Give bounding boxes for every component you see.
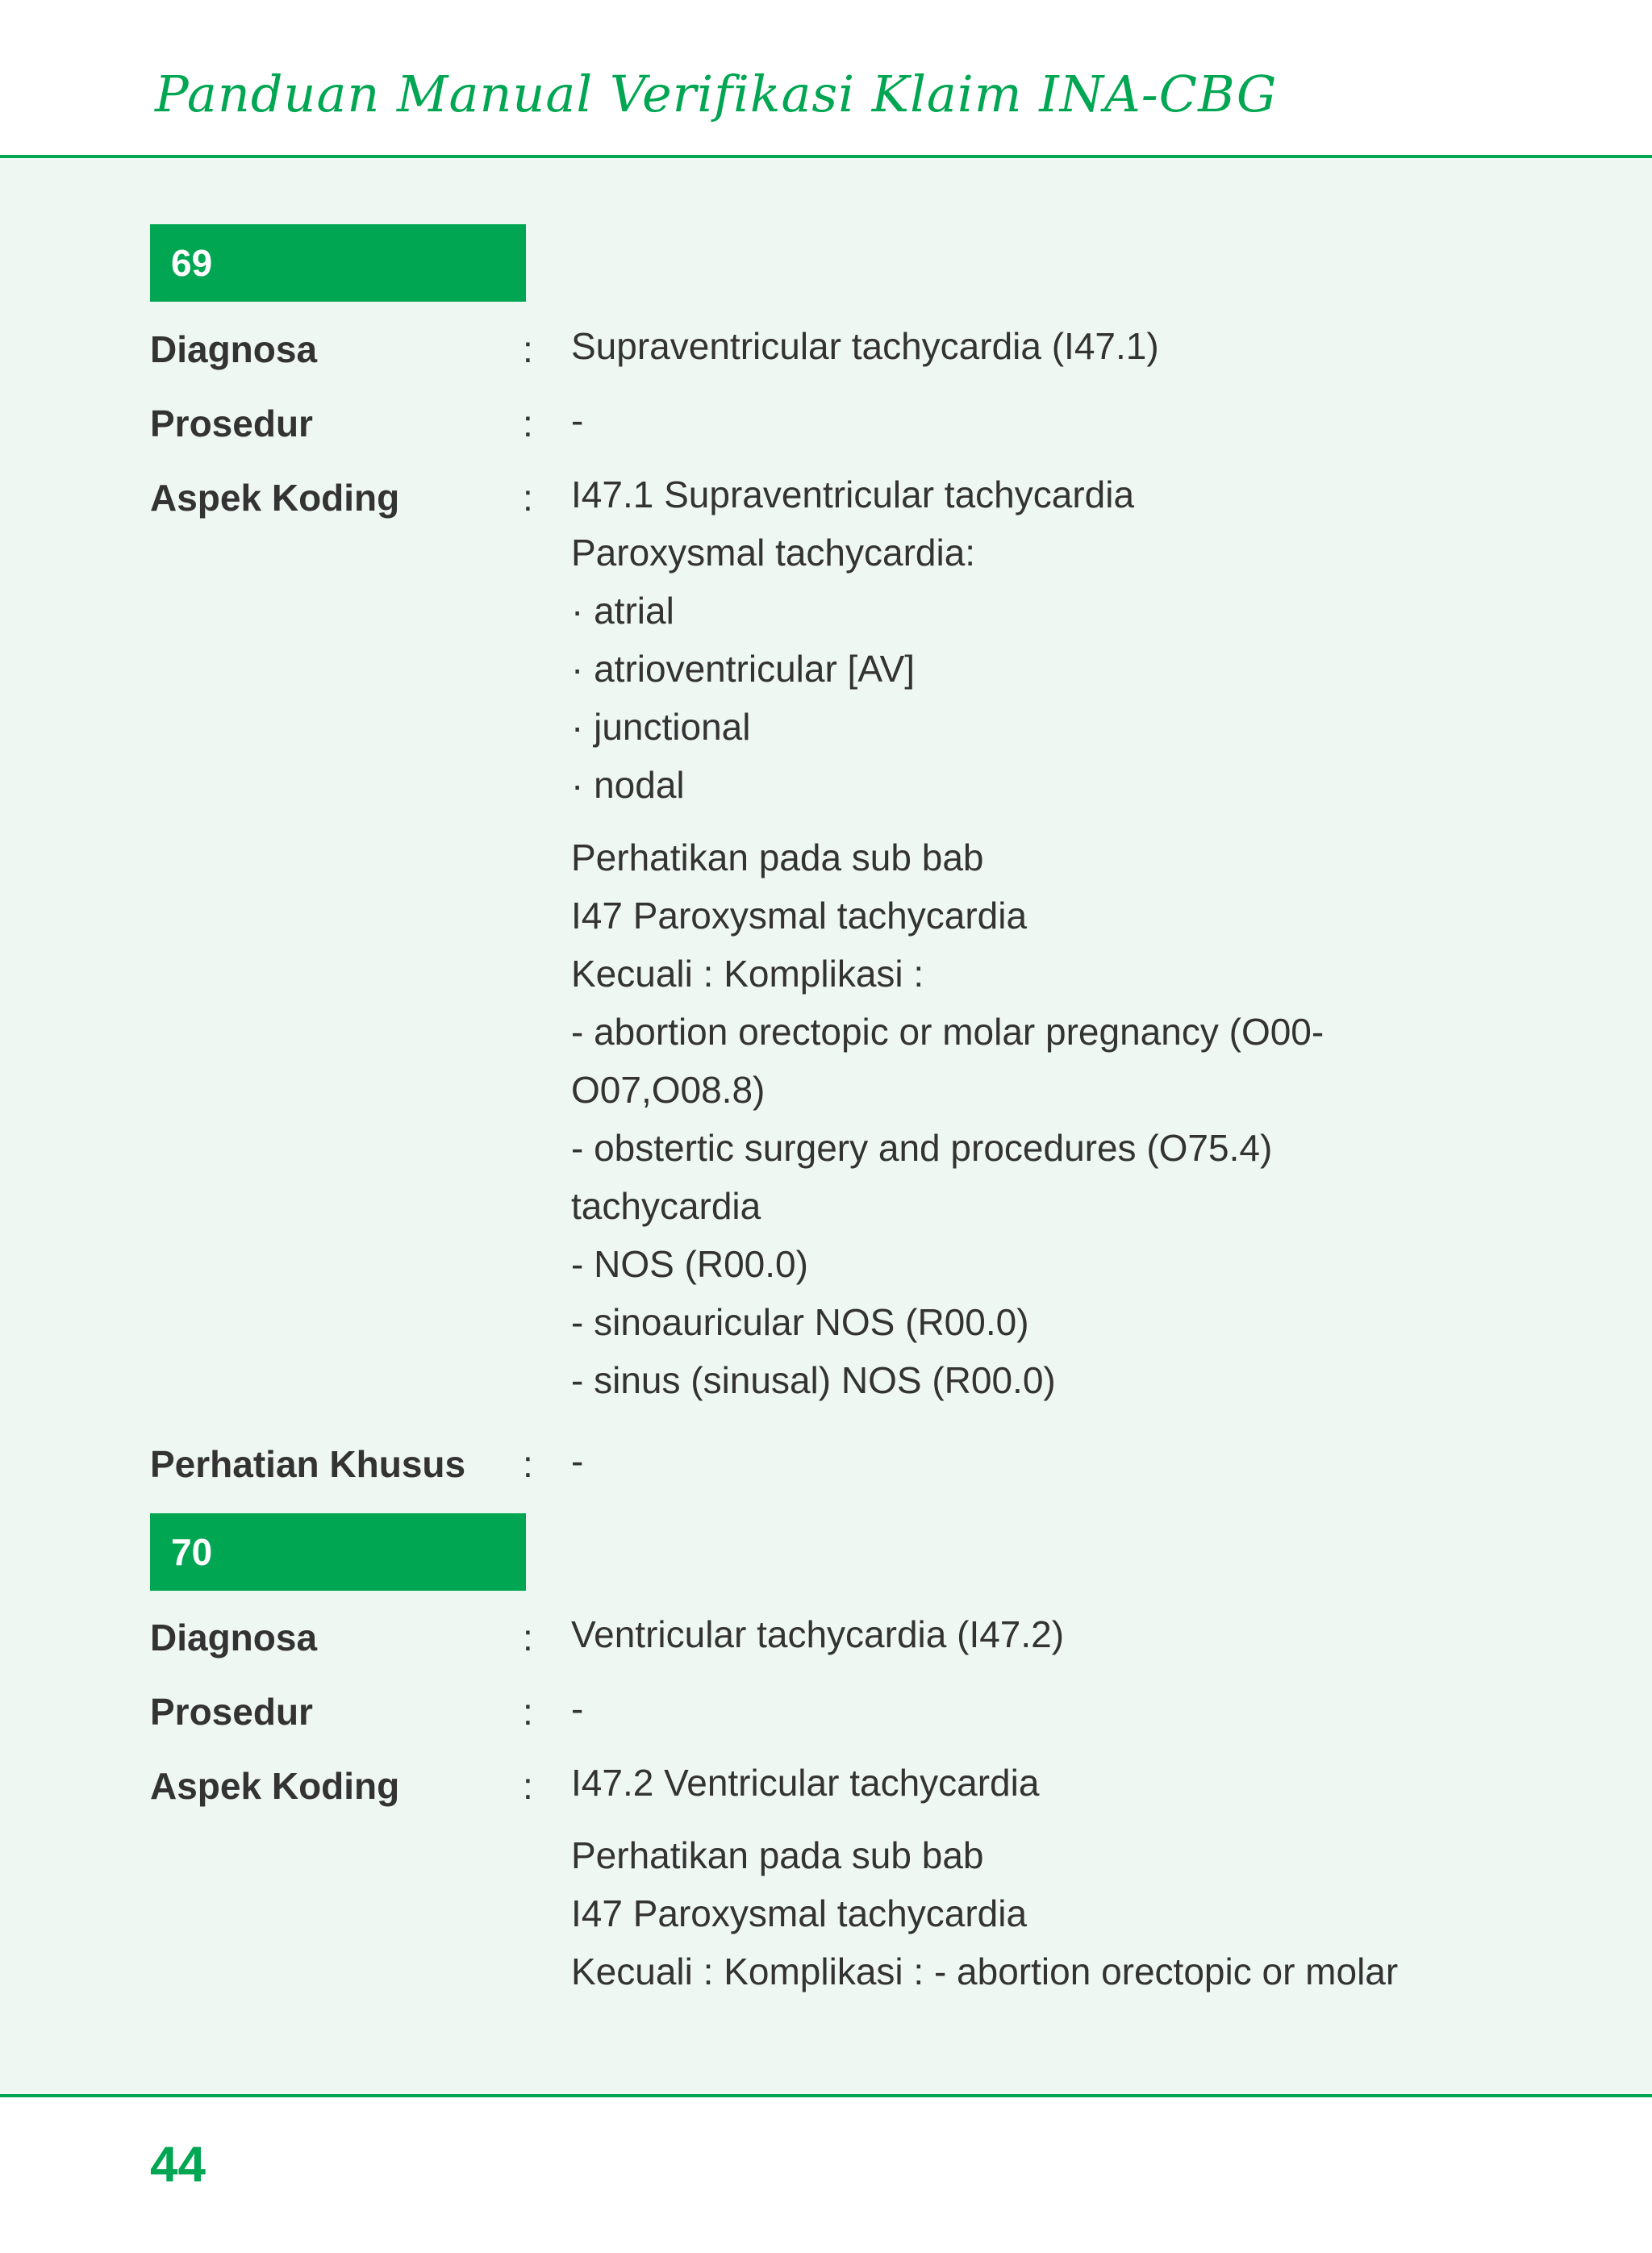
aspek-line: I47.1 Supraventricular tachycardia [571,474,1135,515]
colon: : [523,1617,533,1658]
section-number-bar: 69 [150,224,526,302]
diagnosa-value: Supraventricular tachycardia (I47.1) [571,325,1159,367]
colon: : [523,1443,533,1485]
aspek-line: - NOS (R00.0) [571,1243,808,1285]
aspek-line: O07,O08.8) [571,1069,766,1111]
colon: : [523,328,533,370]
page-number: 44 [150,2137,206,2193]
aspek-line: I47 Paroxysmal tachycardia [571,895,1028,937]
diagnosa-label: Diagnosa [150,328,318,370]
aspek-line: - obstertic surgery and procedures (O75.4) [571,1127,1273,1169]
aspek-line: - abortion orectopic or molar pregnancy (O00- [571,1011,1325,1053]
aspek-line: Perhatikan pada sub bab [571,1834,984,1876]
section-number-bar: 70 [150,1513,526,1591]
aspek-line: Paroxysmal tachycardia: [571,532,976,574]
prosedur-value: - [571,1688,584,1729]
header-title: Panduan Manual Verifikasi Klaim INA-CBG [155,65,1278,123]
aspek-line: - sinoauricular NOS (R00.0) [571,1301,1029,1343]
aspek-line: · atrioventricular [AV] [571,648,916,690]
aspek-line: · junctional [571,706,751,748]
aspek-line: - sinus (sinusal) NOS (R00.0) [571,1359,1056,1401]
aspek-koding-value [571,465,1491,1409]
colon: : [523,403,533,444]
aspek-line: Kecuali : Komplikasi : - abortion orectopic or molar [571,1951,1399,1992]
aspek-line: I47.2 Ventricular tachycardia [571,1762,1040,1804]
aspek-line: I47 Paroxysmal tachycardia [571,1892,1028,1934]
aspek-line: · nodal [571,764,685,806]
footer-rule [0,2094,1652,2097]
aspek-line: · atrial [571,590,674,632]
perhatian-khusus-value: - [571,1440,584,1482]
aspek-koding-label: Aspek Koding [150,477,400,519]
prosedur-value: - [571,399,584,441]
colon: : [523,1765,533,1807]
perhatian-khusus-label: Perhatian Khusus [150,1443,466,1485]
aspek-koding-label: Aspek Koding [150,1765,400,1807]
diagnosa-value: Ventricular tachycardia (I47.2) [571,1613,1065,1655]
diagnosa-label: Diagnosa [150,1617,318,1658]
aspek-line: tachycardia [571,1185,761,1227]
prosedur-label: Prosedur [150,1691,313,1733]
aspek-koding-value [571,1754,1491,2001]
colon: : [523,1691,533,1733]
aspek-line: Perhatikan pada sub bab [571,837,984,878]
aspek-line: Kecuali : Komplikasi : [571,953,924,995]
colon: : [523,477,533,519]
page-header [0,0,1652,158]
prosedur-label: Prosedur [150,403,313,444]
